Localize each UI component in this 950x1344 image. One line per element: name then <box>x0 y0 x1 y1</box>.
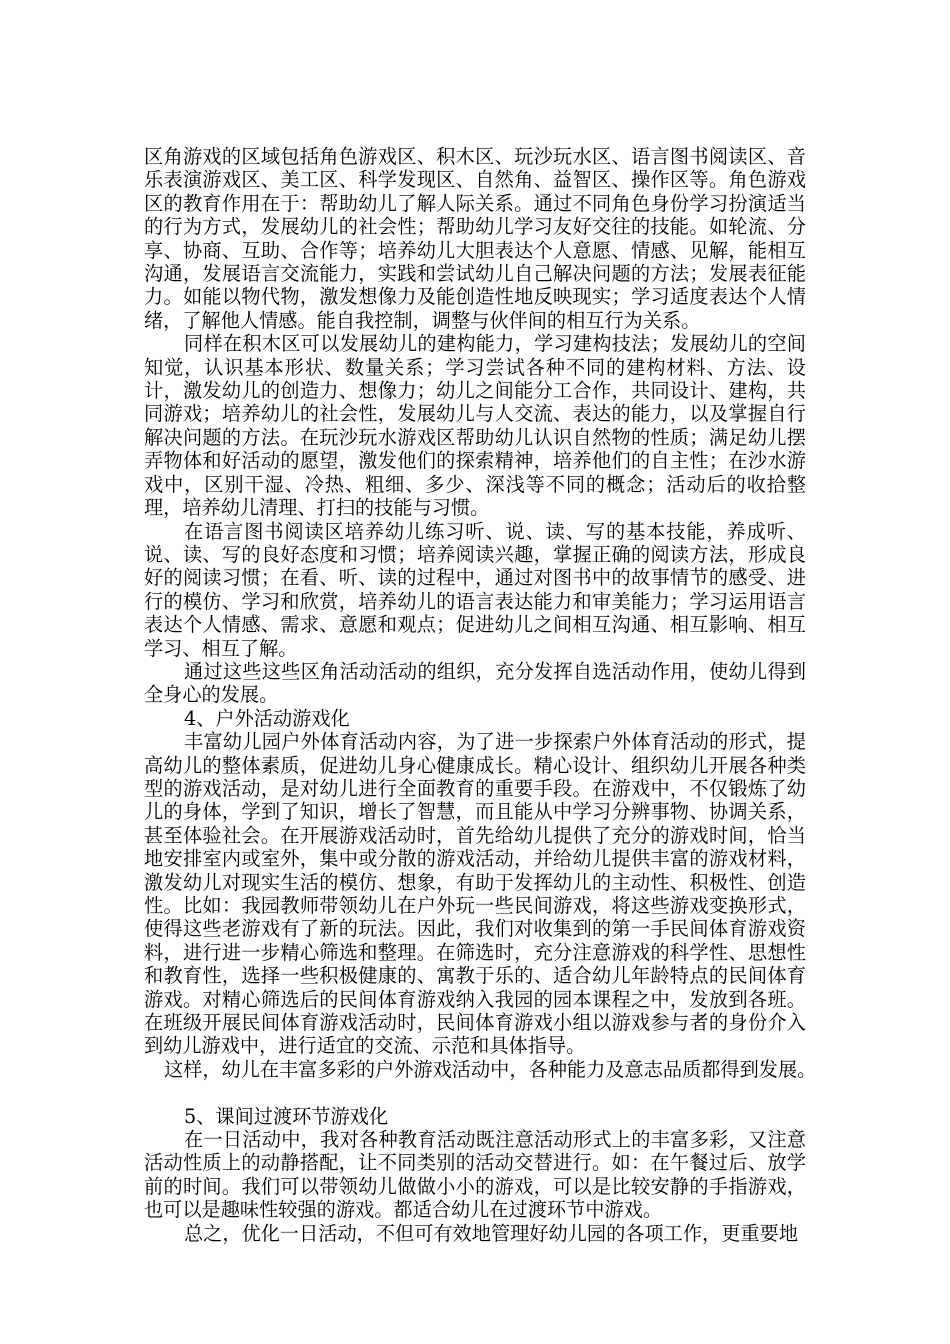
paragraph-outdoor-summary: 这样，幼儿在丰富多彩的户外游戏活动中，各种能力及意志品质都得到发展。 <box>164 1057 817 1081</box>
paragraph-conclusion: 总之，优化一日活动，不但可有效地管理好幼儿园的各项工作，更重要地 <box>184 1221 798 1245</box>
paragraph-block-area: 同样在积木区可以发展幼儿的建构能力，学习建构技法；发展幼儿的空间知觉，认识基本形状、数量关系；学习尝试各种不同的建构材料、方法、设计，激发幼儿的创造力、想像力；幼儿之间能分工合作，共同设计、建构，共同游戏；培养幼儿的社会性，发展幼儿与人交流、表达的能力，以及掌握自行解决问题的方法。在玩沙玩水游戏区帮助幼儿认识自然物的性质；满足幼儿摆弄物体和好活动的愿望，激发他们的探索精神，培养他们的自主性；在沙水游戏中，区别干湿、冷热、粗细、多少、深浅等不同的概念；活动后的收拾整理，培养幼儿清理、打扫的技能与习惯。 <box>144 332 806 520</box>
paragraph-outdoor-activities: 丰富幼儿园户外体育活动内容，为了进一步探索户外体育活动的形式，提高幼儿的整体素质，促进幼儿身心健康成长。精心设计、组织幼儿开展各种类型的游戏活动，是对幼儿进行全面教育的重要手段。在游戏中，不仅锻炼了幼儿的身体，学到了知识，增长了智慧，而且能从中学习分辨事物、协调关系，甚至体验社会。在开展游戏活动时，首先给幼儿提供了充分的游戏时间，恰当地安排室内或室外，集中或分散的游戏活动，并给幼儿提供丰富的游戏材料，激发幼儿对现实生活的模仿、想象，有助于发挥幼儿的主动性、积极性、创造性。比如：我园教师带领幼儿在户外玩一些民间游戏，将这些游戏变换形式，使得这些老游戏有了新的玩法。因此，我们对收集到的第一手民间体育游戏资料，进行进一步精心筛选和整理。在筛选时，充分注意游戏的科学性、思想性和教育性，选择一些积极健康的、寓教于乐的、适合幼儿年龄特点的民间体育游戏。对精心筛选后的民间体育游戏纳入我园的园本课程之中，发放到各班。在班级开展民间体育游戏活动时，民间体育游戏小组以游戏参与者的身份介入到幼儿游戏中，进行适宜的交流、示范和具体指导。 <box>144 730 806 1058</box>
document-page <box>144 145 817 1245</box>
blank-line <box>144 1081 806 1104</box>
section-heading-transition: 5、课间过渡环节游戏化 <box>184 1104 389 1128</box>
paragraph-reading-area: 在语言图书阅读区培养幼儿练习听、说、读、写的基本技能，养成听、说、读、写的良好态度和习惯；培养阅读兴趣，掌握正确的阅读方法，形成良好的阅读习惯；在看、听、读的过程中，通过对图书中的故事情节的感受、进行的模仿、学习和欣赏，培养幼儿的语言表达能力和审美能力；学习运用语言表达个人情感、需求、意愿和观点；促进幼儿之间相互沟通、相互影响、相互学习、相互了解。 <box>144 519 806 660</box>
section-heading-outdoor: 4、户外活动游戏化 <box>184 706 350 730</box>
paragraph-corner-summary: 通过这些这些区角活动活动的组织，充分发挥自选活动作用，使幼儿得到全身心的发展。 <box>144 659 806 707</box>
paragraph-transition-activities: 在一日活动中，我对各种教育活动既注意活动形式上的丰富多彩，又注意活动性质上的动静搭配，让不同类别的活动交替进行。如：在午餐过后、放学前的时间。我们可以带领幼儿做做小小的游戏，可以是比较安静的手指游戏，也可以是趣味性较强的游戏。都适合幼儿在过渡环节中游戏。 <box>144 1128 806 1222</box>
paragraph-corner-areas: 区角游戏的区域包括角色游戏区、积木区、玩沙玩水区、语言图书阅读区、音乐表演游戏区、美工区、科学发现区、自然角、益智区、操作区等。角色游戏区的教育作用在于：帮助幼儿了解人际关系。通过不同角色身份学习扮演适当的行为方式，发展幼儿的社会性；帮助幼儿学习友好交往的技能。如轮流、分享、协商、互助、合作等；培养幼儿大胆表达个人意愿、情感、见解，能相互沟通，发展语言交流能力，实践和尝试幼儿自己解决问题的方法；发展表征能力。如能以物代物，激发想像力及能创造性地反映现实；学习适度表达个人情绪，了解他人情感。能自我控制，调整与伙伴间的相互行为关系。 <box>144 145 806 332</box>
